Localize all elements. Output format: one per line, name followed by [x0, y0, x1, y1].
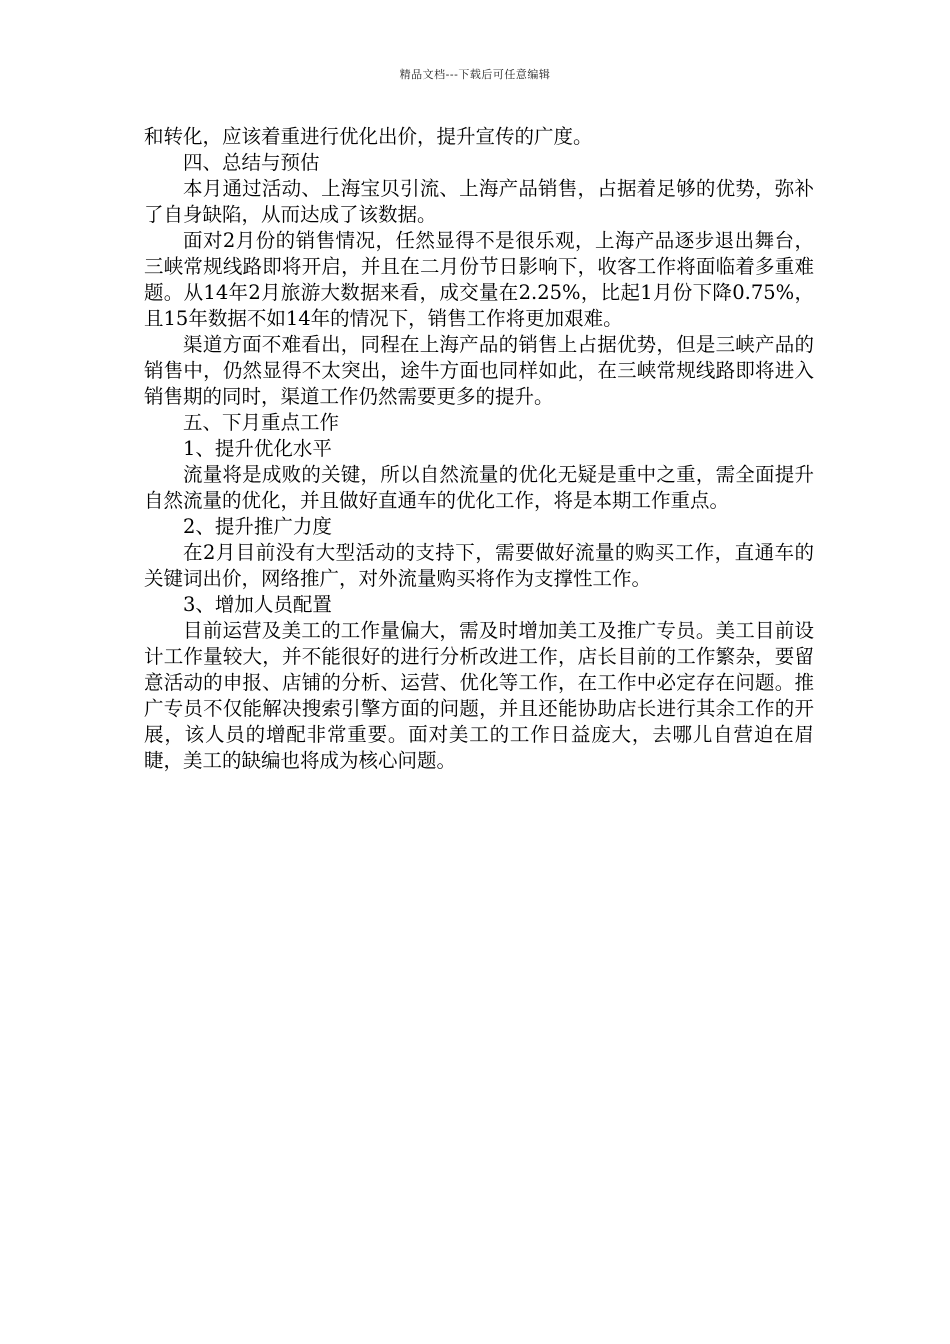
- subheading-optimization: 1、提升优化水平: [183, 437, 332, 460]
- paragraph: 本月通过活动、上海宝贝引流、上海产品销售，占据着足够的优势，弥补了自身缺陷，从而达成了该数据。: [144, 177, 814, 226]
- paragraph: 和转化，应该着重进行优化出价，提升宣传的广度。: [144, 125, 593, 148]
- page-header: 精品文档---下载后可任意编辑: [399, 68, 551, 81]
- section-heading-next-month: 五、下月重点工作: [183, 411, 340, 434]
- paragraph: 面对2月份的销售情况，任然显得不是很乐观，上海产品逐步退出舞台，三峡常规线路即将开启，并且在二月份节日影响下，收客工作将面临着多重难题。从14年2月旅游大数据来看，成交量在2.25%，比起1月份下降0.75%，且15年数据不如14年的情况下，销售工作将更加艰难。: [144, 229, 814, 330]
- subheading-staffing: 3、增加人员配置: [183, 593, 332, 616]
- paragraph: 渠道方面不难看出，同程在上海产品的销售上占据优势，但是三峡产品的销售中，仍然显得不太突出，途牛方面也同样如此，在三峡常规线路即将进入销售期的同时，渠道工作仍然需要更多的提升。: [144, 333, 814, 408]
- subheading-promotion: 2、提升推广力度: [183, 515, 332, 538]
- section-heading-summary: 四、总结与预估: [183, 151, 320, 174]
- paragraph: 流量将是成败的关键，所以自然流量的优化无疑是重中之重，需全面提升自然流量的优化，并且做好直通车的优化工作，将是本期工作重点。: [144, 463, 814, 512]
- paragraph: 目前运营及美工的工作量偏大，需及时增加美工及推广专员。美工目前设计工作量较大，并不能很好的进行分析改进工作，店长目前的工作繁杂，要留意活动的申报、店铺的分析、运营、优化等工作，在工作中必定存在问题。推广专员不仅能解决搜索引擎方面的问题，并且还能协助店长进行其余工作的开展，该人员的增配非常重要。面对美工的工作日益庞大，去哪儿自营迫在眉睫，美工的缺编也将成为核心问题。: [144, 619, 814, 772]
- document-body: [144, 124, 814, 774]
- paragraph: 在2月目前没有大型活动的支持下，需要做好流量的购买工作，直通车的关键词出价，网络推广，对外流量购买将作为支撑性工作。: [144, 541, 814, 590]
